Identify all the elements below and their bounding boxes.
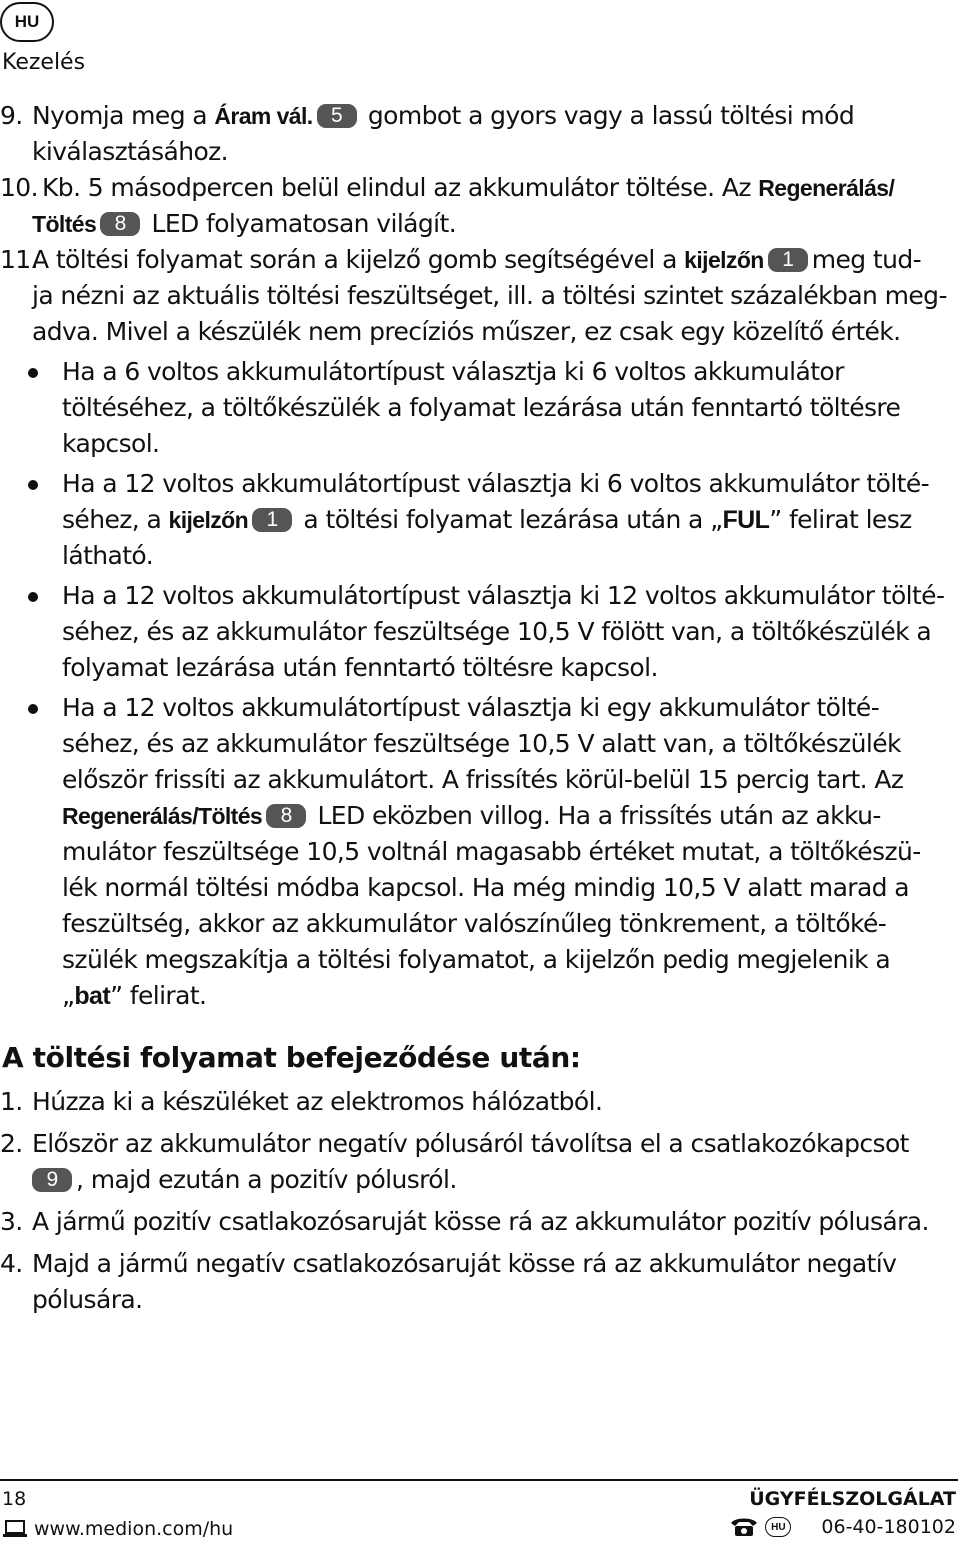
step-text: pólusára. bbox=[32, 1285, 143, 1314]
section-heading: A töltési folyamat befejeződése után: bbox=[2, 1041, 581, 1074]
bullet-item bbox=[0, 690, 958, 1014]
bullet-text: először frissíti az akkumulátort. A frissítés körül-belül 15 percig tart. Az bbox=[62, 765, 904, 794]
bullet-text: folyamat lezárása után fenntartó töltésre kapcsol. bbox=[62, 653, 658, 682]
key-reference-badge: 8 bbox=[100, 212, 140, 236]
step-item bbox=[0, 242, 958, 350]
step-item bbox=[0, 1204, 958, 1240]
bullet-text: Ha a 6 voltos akkumulátortípust választja ki 6 voltos akkumulátor bbox=[62, 357, 844, 386]
step-text: ja nézni az aktuális töltési feszültséget, ill. a töltési szintet százalékban meg- bbox=[32, 281, 947, 310]
bullet-text: feszültség, akkor az akkumulátor valószínűleg tönkrement, a töltőké- bbox=[62, 909, 887, 938]
section-title: Kezelés bbox=[2, 50, 86, 75]
display-name: kijelzőn bbox=[168, 507, 249, 533]
step-text: Húzza ki a készüléket az elektromos hálózatból. bbox=[32, 1087, 603, 1116]
key-reference-badge: 8 bbox=[266, 804, 306, 828]
language-badge: HU bbox=[0, 2, 54, 42]
step-item bbox=[0, 98, 958, 170]
language-badge-small: HU bbox=[765, 1517, 791, 1537]
display-name: kijelzőn bbox=[684, 247, 764, 273]
hotline-row bbox=[729, 1516, 956, 1538]
bullet-text: lék normál töltési módba kapcsol. Ha még mindig 10,5 V alatt marad a bbox=[62, 873, 910, 902]
footer-divider bbox=[0, 1479, 958, 1481]
bullet-text: a töltési folyamat lezárása után a „ bbox=[296, 505, 723, 534]
key-reference-badge: 1 bbox=[252, 508, 292, 532]
bullet-text: töltéséhez, a töltőkészülék a folyamat lezárása után fenntartó töltésre bbox=[62, 393, 901, 422]
step-text: meg tud- bbox=[811, 245, 922, 274]
bullet-dot bbox=[28, 368, 38, 378]
after-charging-steps bbox=[0, 1084, 958, 1318]
bullet-item bbox=[0, 466, 958, 574]
phone-icon bbox=[729, 1516, 759, 1538]
step-text: A töltési folyamat során a kijelző gomb segítségével a bbox=[32, 245, 685, 274]
bullet-text: séhez, a bbox=[62, 505, 169, 534]
display-message: bat bbox=[74, 982, 111, 1010]
bullet-item bbox=[0, 354, 958, 462]
step-text: Majd a jármű negatív csatlakozósaruját kösse rá az akkumulátor negatív bbox=[32, 1249, 897, 1278]
bullet-text: látható. bbox=[62, 541, 154, 570]
bullet-item bbox=[0, 578, 958, 686]
bullet-text: LED eközben villog. Ha a frissítés után az akku- bbox=[310, 801, 881, 830]
page-number: 18 bbox=[2, 1488, 27, 1510]
step-number: 11. bbox=[0, 245, 38, 274]
led-name: Regenerálás/Töltés bbox=[62, 803, 263, 829]
key-reference-badge: 9 bbox=[32, 1168, 72, 1192]
step-text: A jármű pozitív csatlakozósaruját kösse rá az akkumulátor pozitív pólusára. bbox=[32, 1207, 929, 1236]
led-name: Töltés bbox=[32, 211, 97, 237]
bullet-dot bbox=[28, 480, 38, 490]
step-text: adva. Mivel a készülék nem precíziós műszer, ez csak egy közelítő érték. bbox=[32, 317, 901, 346]
step-item bbox=[0, 1084, 958, 1120]
step-text: LED folyamatosan világít. bbox=[144, 209, 457, 238]
bullet-text: séhez, és az akkumulátor feszültsége 10,5 V alatt van, a töltőkészülék bbox=[62, 729, 901, 758]
step-text: Kb. 5 másodpercen belül elindul az akkumulátor töltése. Az bbox=[42, 173, 759, 202]
step-number: 1. bbox=[0, 1087, 23, 1116]
led-name: Regenerálás/ bbox=[758, 175, 895, 201]
bullet-dot bbox=[28, 592, 38, 602]
step-item bbox=[0, 1246, 958, 1318]
instructions-body bbox=[0, 98, 958, 1324]
step-number: 3. bbox=[0, 1207, 23, 1236]
key-reference-badge: 5 bbox=[317, 104, 357, 128]
step-item bbox=[0, 1126, 958, 1198]
step-text: Először az akkumulátor negatív pólusáról távolítsa el a csatlakozókapcsot bbox=[32, 1129, 909, 1158]
bullet-text: ” felirat lesz bbox=[769, 505, 912, 534]
bullet-text: mulátor feszültsége 10,5 voltnál magasabb értéket mutat, a töltőkészü- bbox=[62, 837, 921, 866]
website-row bbox=[2, 1518, 233, 1540]
step-number: 10. bbox=[0, 173, 38, 202]
bullet-text: szülék megszakítja a töltési folyamatot, a kijelzőn pedig megjelenik a bbox=[62, 945, 891, 974]
laptop-icon bbox=[2, 1519, 28, 1539]
step-text: gombot a gyors vagy a lassú töltési mód bbox=[360, 101, 855, 130]
display-message: FUL bbox=[722, 506, 770, 534]
bullet-dot bbox=[28, 704, 38, 714]
bullet-text: séhez, és az akkumulátor feszültsége 10,5 V fölött van, a töltőkészülék a bbox=[62, 617, 932, 646]
step-text: , majd ezután a pozitív pólusról. bbox=[76, 1165, 457, 1194]
customer-service-label: ÜGYFÉLSZOLGÁLAT bbox=[749, 1488, 956, 1510]
bullet-text: Ha a 12 voltos akkumulátortípust választja ki 12 voltos akkumulátor tölté- bbox=[62, 581, 945, 610]
step-item bbox=[0, 170, 958, 242]
step-text: Nyomja meg a bbox=[32, 101, 215, 130]
bullet-text: Ha a 12 voltos akkumulátortípust választja ki 6 voltos akkumulátor tölté- bbox=[62, 469, 930, 498]
hotline-number: 06-40-180102 bbox=[821, 1516, 956, 1538]
website-link[interactable]: www.medion.com/hu bbox=[34, 1518, 234, 1540]
bullet-text: kapcsol. bbox=[62, 429, 160, 458]
step-text: kiválasztásához. bbox=[32, 137, 229, 166]
step-number: 4. bbox=[0, 1249, 23, 1278]
key-reference-badge: 1 bbox=[768, 248, 808, 272]
bullet-text: ” felirat. bbox=[110, 981, 207, 1010]
step-number: 9. bbox=[0, 101, 23, 130]
bullet-text: Ha a 12 voltos akkumulátortípust választja ki egy akkumulátor tölté- bbox=[62, 693, 880, 722]
step-number: 2. bbox=[0, 1129, 23, 1158]
bullet-text: „ bbox=[62, 981, 75, 1010]
button-name: Áram vál. bbox=[214, 103, 313, 129]
